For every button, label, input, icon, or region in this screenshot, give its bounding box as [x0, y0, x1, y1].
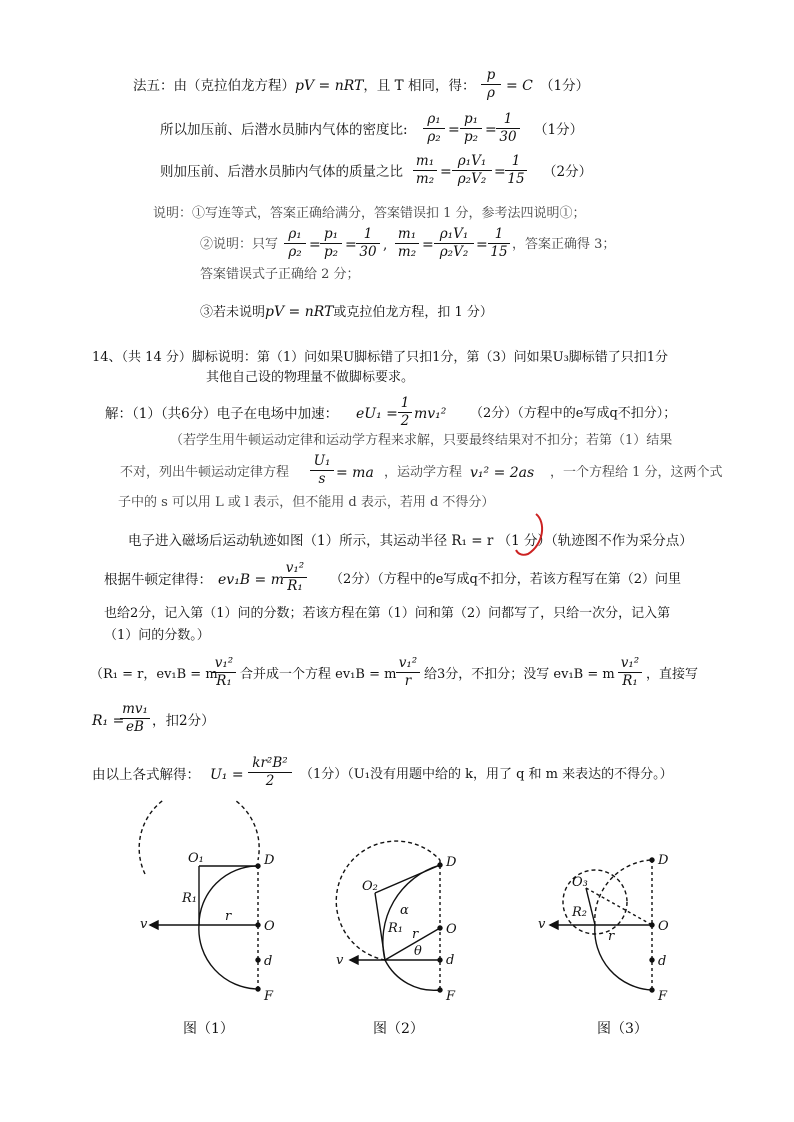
caption-figure-2: 图（2） — [373, 1021, 424, 1037]
fig1-label-r: r — [225, 909, 232, 924]
r1-penalty: ，扣2分） — [152, 713, 215, 729]
force-note-3: （1）问的分数。） — [104, 628, 210, 643]
force-note: （2分）（方程中的e写成q不扣分，若该方程写在第（2）问里 — [330, 572, 682, 587]
equals: = — [476, 237, 488, 253]
fig1-label-o: O — [264, 919, 275, 934]
frac-num: v₁² — [618, 655, 642, 673]
newton-law-label: 根据牛顿定律得： — [104, 572, 212, 588]
fig3-lower-arc — [595, 925, 652, 990]
equals: = — [345, 237, 357, 253]
figure-3 — [550, 858, 654, 992]
caption-figure-3: 图（3） — [597, 1021, 648, 1037]
frac-den: s — [318, 471, 326, 487]
note-30-fraction — [356, 226, 380, 261]
frac-den: 2 — [400, 413, 410, 429]
fig1-label-d: D — [264, 853, 275, 868]
fig1-point-d2 — [256, 958, 260, 962]
result-label: 由以上各式解得： — [92, 767, 200, 783]
frac-num: ρ₁ — [423, 111, 445, 129]
frac-num: v₁² — [396, 655, 420, 673]
note-2-tail: ，答案正确得 3； — [512, 237, 616, 252]
note-4-tail: 或克拉伯龙方程，扣 1 分） — [333, 305, 493, 320]
sol-1-label: 解：（1）（共6分）电子在电场中加速： — [105, 406, 339, 422]
fig2-label-o2: O₂ — [362, 879, 378, 894]
score-1: （1分） — [540, 78, 590, 94]
fig3-label-r: r — [608, 929, 615, 944]
fig2-label-d: D — [446, 855, 457, 870]
fig3-label-v: v — [538, 917, 546, 932]
fig3-label-f: F — [658, 989, 668, 1004]
frac-num: m₁ — [413, 153, 437, 171]
frac-num: kr²B² — [248, 755, 292, 773]
mv-over-eb-fraction — [120, 701, 150, 736]
result-note: （1分）（U₁没有用题中给的 k，用了 q 和 m 来表达的不得分。） — [300, 767, 673, 782]
newton-note-2e: ，一个方程给 1 分，这两个式 — [550, 465, 723, 480]
frac-num: 1 — [356, 226, 380, 244]
frac-num: ρ₁ — [284, 226, 306, 244]
frac-den: ρ₂V₂ — [457, 171, 487, 187]
note-2-label: ②说明：只写 — [200, 237, 279, 252]
frac-den: ρ₂ — [427, 129, 441, 145]
fig2-label-dd: d — [446, 953, 455, 968]
fig1-arrow — [150, 921, 158, 929]
rhov-ratio-fraction — [452, 153, 492, 188]
newton-note-2c: ，运动学方程 — [384, 465, 463, 480]
fig2-arrow — [350, 956, 358, 964]
comma: , — [383, 237, 388, 253]
fig2-label-o: O — [446, 922, 457, 937]
density-ratio-label: 所以加压前、后潜水员肺内气体的密度比: — [160, 122, 408, 138]
v2-over-r1-fraction — [283, 560, 307, 595]
note-rho-fraction — [284, 226, 306, 261]
fig3-label-o3: O₃ — [572, 875, 588, 890]
fig2-label-v: v — [336, 953, 344, 968]
frac-num: 1 — [398, 395, 412, 413]
method5-text: 法五：由（克拉伯龙方程） — [133, 78, 295, 94]
fig3-label-o: O — [658, 919, 669, 934]
figure-2 — [336, 841, 442, 992]
mass-ratio-label: 则加压前、后潜水员肺内气体的质量之比 — [160, 164, 403, 180]
half-fraction — [398, 395, 412, 430]
q14-header-2: 其他自己设的物理量不做脚标要求。 — [206, 370, 415, 385]
newton-note-2a: 不对，列出牛顿运动定律方程 — [120, 465, 290, 480]
fig2-trajectory — [383, 865, 440, 960]
fig2-label-r1: R₁ — [388, 921, 403, 936]
newton-note-3: 子中的 s 可以用 L 或 l 表示，但不能用 d 表示，若用 d 不得分） — [118, 495, 495, 510]
fig1-point-d — [256, 864, 260, 868]
frac-den: ρ₂V₂ — [439, 244, 469, 260]
frac-num: v₁² — [212, 655, 236, 673]
force-note-2: 也给2分，记入第（1）问的分数；若该方程在第（1）问和第（2）问都写了，只给一次分，记入第 — [104, 606, 671, 621]
one-fifteenth-fraction — [505, 153, 527, 188]
frac-den: r — [404, 673, 412, 689]
fig1-label-dd: d — [264, 954, 273, 969]
fig3-label-r2: R₂ — [572, 905, 587, 920]
fig3-to-o — [586, 888, 652, 925]
fig2-point-d — [438, 863, 442, 867]
combined-label — [90, 666, 218, 684]
sol-1-note: （2分）（方程中的e写成q不扣分）； — [470, 406, 677, 421]
frac-num: 1 — [496, 111, 520, 129]
frac-num: ρ₁V₁ — [452, 153, 492, 171]
sol-1-mv: mv₁² — [414, 406, 447, 422]
fig3-label-dd: d — [658, 954, 667, 969]
fig3-point-d — [650, 858, 654, 862]
eq-c: = C — [506, 78, 533, 94]
fig1-label-f: F — [264, 989, 274, 1004]
fig2-point-f — [438, 988, 442, 992]
rho-ratio-fraction — [423, 111, 445, 146]
figure-1 — [139, 800, 260, 991]
note-4-eq: pV = nRT — [265, 304, 334, 320]
frac-num: ρ₁V₁ — [434, 226, 474, 244]
frac-num: p — [481, 67, 501, 85]
frac-den: m₂ — [397, 244, 417, 260]
fig3-point-f — [650, 988, 654, 992]
frac-num: U₁ — [310, 453, 334, 471]
frac-den: R₁ — [216, 673, 232, 689]
fig2-point-d2 — [438, 958, 442, 962]
equals: = — [448, 122, 460, 138]
fig1-point-o — [256, 923, 260, 927]
frac-den: eB — [126, 719, 144, 735]
note-m-fraction — [395, 226, 419, 261]
pv-nrt-eq: pV = nRT — [295, 78, 364, 94]
frac-den: 15 — [507, 171, 525, 187]
frac-den: p₂ — [463, 129, 479, 145]
frac-den: 30 — [359, 244, 377, 260]
combined-fraction-3 — [618, 655, 642, 690]
frac-den: 15 — [490, 244, 508, 260]
result-fraction — [248, 755, 292, 790]
combined-fraction-2 — [396, 655, 420, 690]
one-thirtieth-fraction — [496, 111, 520, 146]
fig3-point-o — [650, 923, 654, 927]
method5-text-b: ，且 T 相同，得： — [363, 78, 476, 94]
fig1-point-f — [256, 987, 260, 991]
ma-eq: = ma — [336, 465, 374, 481]
fig2-label-alpha: α — [400, 903, 409, 918]
combined-d: ，直接写 — [646, 667, 699, 682]
fig3-point-d2 — [650, 958, 654, 962]
frac-den: 30 — [499, 129, 517, 145]
fig2-lower-arc — [385, 960, 440, 990]
combined-b: 合并成一个方程 ev₁B = m — [240, 667, 397, 682]
fig3-label-d: D — [658, 853, 669, 868]
p-over-rho-fraction — [481, 67, 501, 102]
fig2-label-r: r — [412, 927, 419, 942]
frac-den: p₂ — [323, 244, 339, 260]
fig1-label-r1: R₁ — [182, 891, 197, 906]
caption-figure-1: 图（1） — [183, 1021, 234, 1037]
note-1: 说明：①写连等式，答案正确给满分，答案错误扣 1 分，参考法四说明①； — [153, 206, 586, 221]
fig3-radius-line — [586, 888, 595, 925]
score-3: （2分） — [543, 164, 593, 180]
equals: = — [494, 164, 506, 180]
combined-fraction-1 — [212, 655, 236, 690]
frac-den: R₁ — [622, 673, 638, 689]
fig2-label-theta: θ — [414, 944, 422, 959]
kinematic-eq: v₁² = 2as — [470, 465, 535, 481]
note-3: 答案错误式子正确给 2 分； — [200, 267, 360, 282]
combined-c: 给3分，不扣分；没写 ev₁B = m — [424, 667, 615, 682]
u-over-s-fraction — [310, 453, 334, 488]
fig1-label-v: v — [140, 917, 148, 932]
fig3-dashed-arc — [595, 860, 652, 925]
frac-num: v₁² — [283, 560, 307, 578]
red-check-mark — [510, 510, 550, 560]
frac-den: R₁ — [287, 578, 303, 594]
frac-num: 1 — [505, 153, 527, 171]
radius-line: 电子进入磁场后运动轨迹如图（1）所示，其运动半径 R₁ = r （1 分）（轨迹图不作为采分点） — [128, 533, 693, 549]
note-p-fraction — [320, 226, 342, 261]
frac-num: p₁ — [460, 111, 482, 129]
frac-num: m₁ — [395, 226, 419, 244]
fig2-dashed-circle — [336, 841, 440, 960]
fig1-label-o1: O₁ — [188, 851, 204, 866]
equals: = — [440, 164, 452, 180]
fig2-label-f: F — [446, 989, 456, 1004]
fig3-arrow — [550, 921, 558, 929]
combined-a: （R₁ = r，ev₁B = m — [90, 667, 218, 682]
equals: = — [309, 237, 321, 253]
frac-den: 2 — [265, 773, 275, 789]
note-4-label: ③若未说明 — [200, 305, 266, 320]
q14-header: 14、（共 14 分）脚标说明：第（1）问如果U脚标错了只扣1分，第（3）问如果U₃脚标错了只扣1分 — [92, 350, 669, 365]
score-2: （1分） — [534, 122, 584, 138]
frac-den: m₂ — [415, 171, 435, 187]
force-eq: ev₁B = m — [218, 572, 285, 588]
result-eq: U₁ = — [210, 767, 244, 783]
note-4 — [200, 303, 493, 322]
frac-den: ρ₂ — [288, 244, 302, 260]
note-15-fraction — [488, 226, 510, 261]
r1-formula: R₁ = — [92, 713, 125, 729]
note-rhov-fraction — [434, 226, 474, 261]
fig2-point-o — [438, 926, 442, 930]
frac-num: p₁ — [320, 226, 342, 244]
newton-note-1: （若学生用牛顿运动定律和运动学方程来求解，只要最终结果对不扣分；若第（1）结果 — [170, 433, 673, 448]
frac-num: 1 — [488, 226, 510, 244]
sol-1-eq: eU₁ = — [356, 406, 398, 422]
fig1-lower-arc — [199, 925, 258, 989]
equals: = — [422, 237, 434, 253]
m-ratio-fraction — [413, 153, 437, 188]
frac-num: mv₁ — [120, 701, 150, 719]
frac-den: ρ — [487, 85, 495, 101]
p-ratio-fraction — [460, 111, 482, 146]
method5-line1 — [133, 77, 475, 95]
equals: = — [485, 122, 497, 138]
